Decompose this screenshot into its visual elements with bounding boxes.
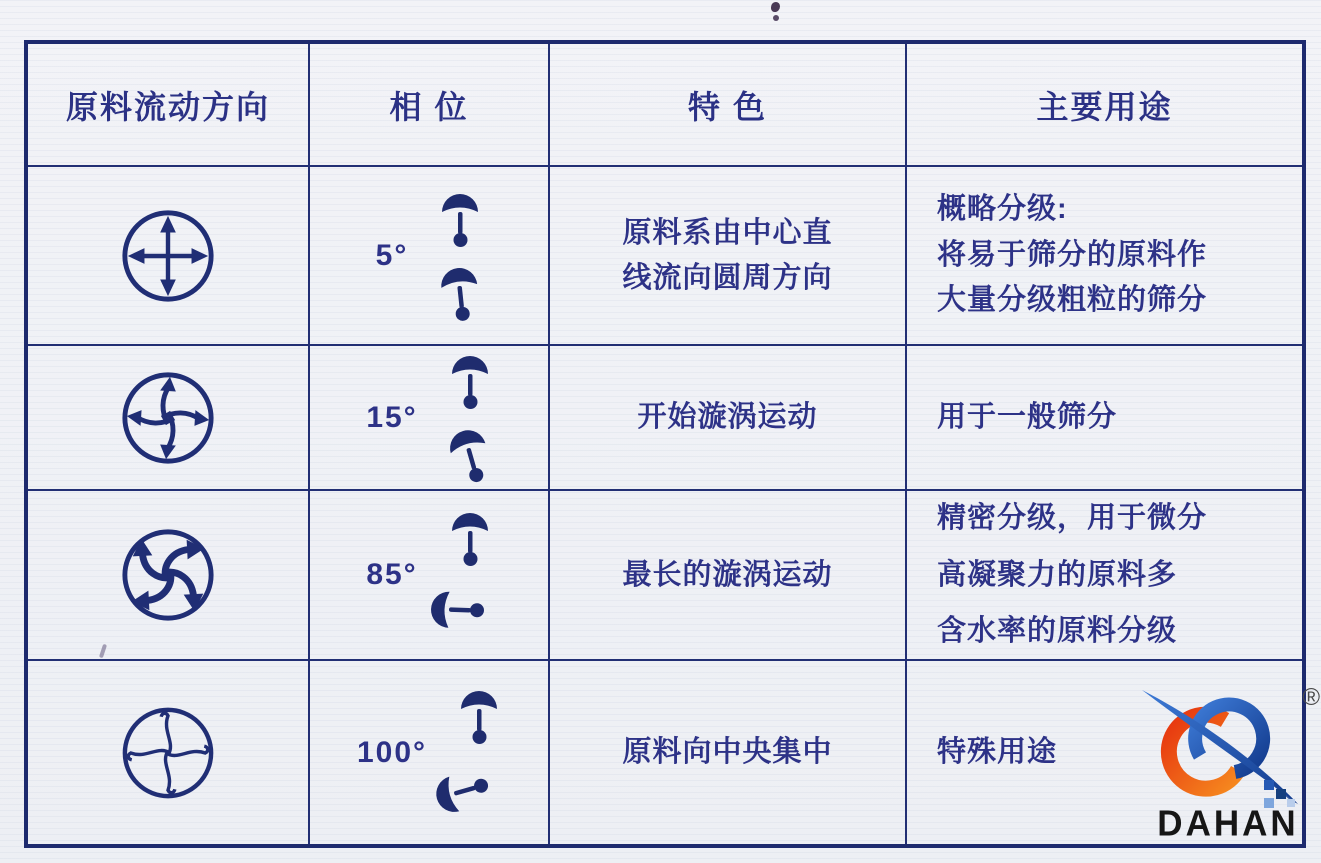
flow-cell-row3	[28, 491, 310, 661]
weight-bottom-icon	[435, 259, 485, 325]
header-feature	[550, 44, 907, 167]
weight-stack	[448, 350, 492, 486]
usage-line: 用于一般筛分	[937, 400, 1118, 433]
usage-line: 大量分级粗粒的筛分	[937, 284, 1208, 317]
ink-mark-top	[770, 2, 782, 24]
usage-cell-row2	[907, 346, 1302, 491]
dahan-logo	[1134, 684, 1321, 846]
weight-stack	[448, 507, 492, 643]
weight-stack	[457, 685, 501, 821]
flow-cell-row4	[28, 661, 310, 844]
feature-cell-row3	[550, 491, 907, 661]
feature-line: 原料系由中心直	[622, 216, 833, 249]
center-converge-arrows-icon	[119, 704, 217, 802]
phase-label: 100°	[356, 735, 428, 769]
header-flow-direction	[28, 44, 310, 167]
phase-cell-row3	[310, 491, 550, 661]
feature-cell-row2	[550, 346, 907, 491]
phase-label: 5°	[375, 238, 409, 272]
phase-label: 85°	[366, 558, 418, 591]
phase-cell-row4	[310, 661, 550, 844]
flow-cell-row2	[28, 346, 310, 491]
usage-cell-row1	[907, 167, 1302, 346]
feature-cell-row1	[550, 167, 907, 346]
dahan-emblem-icon	[1140, 688, 1308, 810]
header-label: 主要用途	[1036, 88, 1173, 125]
usage-line: 概略分级:	[937, 192, 1068, 225]
phase-cell-row1	[310, 167, 550, 346]
feature-line: 最长的漩涡运动	[622, 558, 833, 591]
feature-line: 线流向圆周方向	[622, 261, 833, 294]
registered-trademark-icon: ®	[1302, 684, 1320, 711]
weight-bottom-icon	[440, 419, 499, 491]
usage-cell-row3	[907, 491, 1302, 661]
begin-swirl-arrows-icon	[119, 369, 217, 467]
ink-dot	[773, 15, 779, 21]
weight-stack	[438, 188, 482, 324]
header-phase	[310, 44, 550, 167]
usage-line: 将易于筛分的原料作	[937, 238, 1208, 271]
phase-label: 15°	[366, 400, 418, 434]
weight-top-icon	[457, 685, 501, 747]
usage-line: 含水率的原料分级	[937, 615, 1178, 648]
weight-bottom-icon	[424, 587, 487, 633]
weight-top-icon	[438, 188, 482, 250]
radial-outward-arrows-icon	[119, 207, 217, 305]
dahan-wordmark: DAHAN	[1157, 803, 1299, 844]
weight-bottom-icon	[425, 762, 497, 821]
usage-line: 高凝聚力的原料多	[937, 558, 1178, 591]
usage-line: 特殊用途	[937, 735, 1058, 768]
feature-line: 原料向中央集中	[622, 736, 833, 769]
ink-blob	[771, 2, 780, 12]
weight-top-icon	[448, 350, 492, 412]
flow-direction-table	[24, 40, 1306, 848]
strong-vortex-arrows-icon	[119, 526, 217, 624]
phase-cell-row2	[310, 346, 550, 491]
header-label: 相 位	[389, 88, 469, 125]
header-main-use	[907, 44, 1302, 167]
usage-line: 精密分级，用于微分	[937, 502, 1208, 535]
flow-cell-row1	[28, 167, 310, 346]
header-label: 原料流动方向	[65, 88, 270, 125]
feature-line: 开始漩涡运动	[637, 401, 818, 434]
header-label: 特 色	[688, 88, 767, 125]
feature-cell-row4	[550, 661, 907, 844]
weight-top-icon	[448, 507, 492, 569]
